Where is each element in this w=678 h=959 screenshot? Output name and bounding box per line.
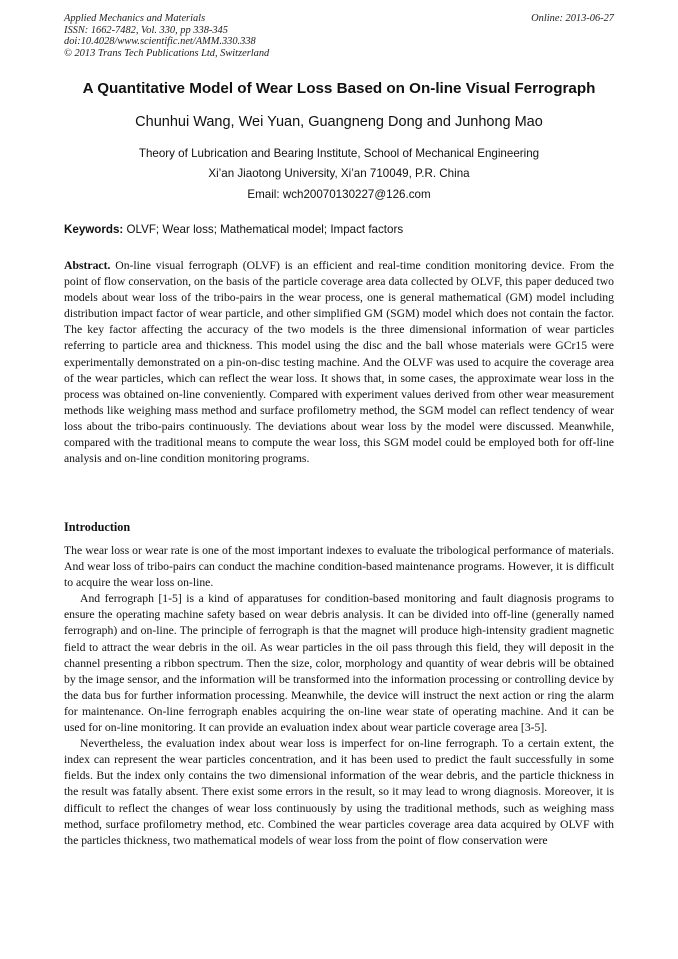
keywords-text: OLVF; Wear loss; Mathematical model; Impact factors <box>123 223 404 236</box>
author-list: Chunhui Wang, Wei Yuan, Guangneng Dong and Junhong Mao <box>135 114 543 130</box>
intro-paragraph-3: Nevertheless, the evaluation index about wear loss is imperfect for on-line ferrograph. To a certain extent, the index can represent the wear particles concentration, and it has been used to predict the fault successfully in some fields. But the index only contains the two dimensional information of the wear debris, and the particle thickness in the result was fatally absent. There exist some errors in the result, so it may lead to wrong diagnosis. Moreover, it is difficult to reflect the changes of wear loss continuously by using the traditional methods, such as weighing mass method, surface profilometry method, etc. Combined the wear particles coverage area data acquired by OLVF with the particles thickness, two mathematical models of wear loss from the point of flow conservation were <box>64 737 614 847</box>
author-email: Email: wch20070130227@126.com <box>247 188 431 201</box>
abstract-text: On-line visual ferrograph (OLVF) is an efficient and real-time condition monitoring device. From the point of flow conservation, on the basis of the particle coverage area data collected by OLVF, this paper deduced two models about wear loss of the tribo-pairs in the wear process, one is general mathematical (GM) model including distribution impact factor of wear particle, and other simplified GM (SGM) model which does not contain the factor. The key factor affecting the accuracy of the two models is the three dimensional information of wear particles referring to particle area and thickness. This model using the disc and the ball whose materials were GCr15 were experimentally demonstrated on a pin-on-disc testing machine. And the OLVF was used to acquire the coverage area of the wear particles, which can reflect the wear loss. It shows that, in some cases, the approximate wear loss in the process was obtained on-line conveniently. Compared with experiment values derived from other wear measurement methods like weighing mass method and surface profilometry method, the SGM model can reflect tendency of wear loss about the tribo-pairs continuously. The deviations about wear loss by the model were discussed. Meanwhile, compared with the traditional means to compute the wear loss, this SGM model could be employed both for off-line analysis and on-line condition monitoring programs. <box>64 259 614 466</box>
affiliation-line-1: Theory of Lubrication and Bearing Institute, School of Mechanical Engineering <box>138 147 540 160</box>
doi-line: doi:10.4028/www.scientific.net/AMM.330.338 <box>64 36 256 48</box>
keywords-label: Keywords: <box>64 223 124 236</box>
abstract-label: Abstract. <box>64 259 111 272</box>
journal-name: Applied Mechanics and Materials <box>64 13 206 24</box>
keywords <box>64 223 614 236</box>
introduction-body <box>64 543 614 849</box>
intro-paragraph-1: The wear loss or wear rate is one of the most important indexes to evaluate the tribological performance of materials. And wear loss of tribo-pairs can conduct the machine condition-based maintenance programs. However, it is difficult to acquire the wear loss on-line. <box>64 544 614 590</box>
online-date: Online: 2013-06-27 <box>531 13 614 24</box>
issn-line: ISSN: 1662-7482, Vol. 330, pp 338-345 <box>64 24 228 36</box>
section-heading-introduction: Introduction <box>64 520 131 534</box>
affiliation-line-2: Xi’an Jiaotong University, Xi’an 710049, P.R. China <box>208 167 470 180</box>
journal-header <box>64 13 614 60</box>
paper-title: A Quantitative Model of Wear Loss Based on On-line Visual Ferrograph <box>82 80 596 97</box>
intro-paragraph-2: And ferrograph [1-5] is a kind of apparatuses for condition-based monitoring and fault diagnosis programs to ensure the operating machine safety based on wear debris analysis. It can be divided into off-line (generally named ferrograph) and on-line. The principle of ferrograph is that the magnet will produce high-intensity gradient magnetic field to attract the wear debris in the oil. As wear particles in the oil pass through this field, they will deposit in the channel presenting a ribbon spectrum. Then the size, color, morphology and quantity of wear debris will be obtained by the image sensor, and the information will be transformed into the information processing or controlling device by the data bus for further information processing. Meanwhile, the device will instruct the next action or ring the alarm for maintenance. On-line ferrograph enables acquiring the on-line wear state of operating machine. And it can be used for on-line monitoring. It can provide an evaluation index about wear particle coverage area [3-5]. <box>64 592 614 735</box>
abstract <box>64 258 614 467</box>
copyright-line: © 2013 Trans Tech Publications Ltd, Switzerland <box>64 48 270 60</box>
